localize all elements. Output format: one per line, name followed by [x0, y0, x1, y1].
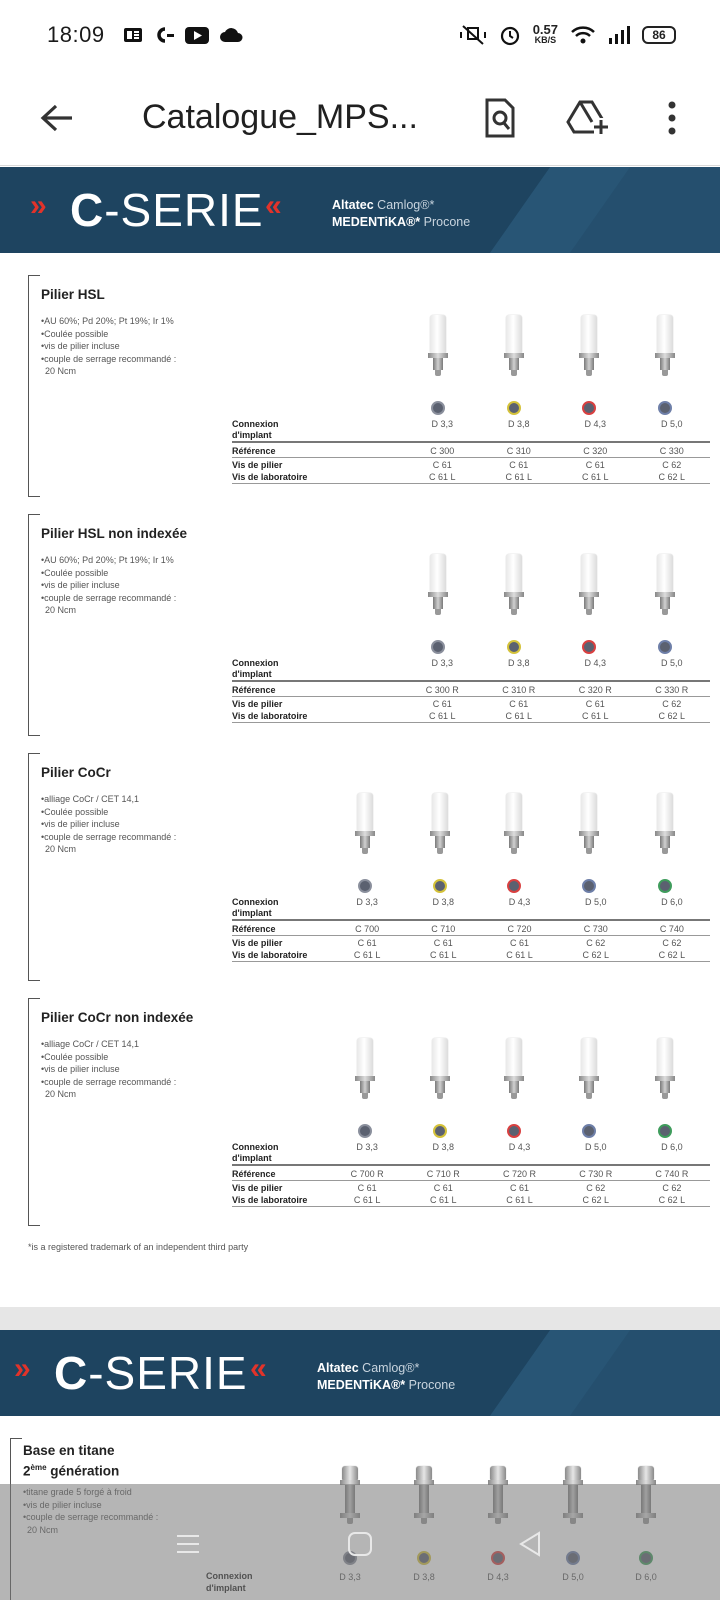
table-cell: C 710 R	[426, 1169, 460, 1179]
more-options-button[interactable]	[644, 90, 700, 146]
table-row: Vis de pilier C 61 C 61 C 61 C 62	[232, 697, 710, 710]
product-features	[41, 793, 176, 856]
connection-marker-icon	[582, 879, 596, 893]
connection-marker-icon	[658, 879, 672, 893]
cloud-icon	[219, 26, 243, 44]
table-cell: D 3,8	[507, 419, 530, 429]
back-triangle-icon	[517, 1530, 543, 1558]
feature-item: 20 Ncm	[45, 605, 77, 615]
connection-marker-icon	[582, 640, 596, 654]
table-row: Vis de laboratoire C 61 L C 61 L C 61 L C 62 L C 62 L	[232, 1194, 710, 1207]
abutment-image	[645, 554, 685, 615]
feature-item: • vis de pilier incluse	[41, 818, 176, 831]
table-cell: D 4,3	[584, 658, 606, 668]
abutment-image	[645, 793, 685, 854]
table-cell: C 61 L	[353, 950, 381, 960]
table-cell: C 730	[583, 924, 608, 934]
status-right	[459, 22, 676, 45]
connection-marker-icon	[507, 1124, 521, 1138]
table-cell: C 61 L	[581, 472, 609, 482]
table-row: Vis de laboratoire C 61 L C 61 L C 61 L C 62 L	[232, 710, 710, 723]
feature-item: • AU 60%; Pd 20%; Pt 19%; Ir 1%	[41, 315, 176, 328]
status-bar	[0, 0, 720, 70]
abutment-image	[569, 1038, 609, 1099]
app-bar	[0, 70, 720, 166]
table-cell: C 730 R	[579, 1169, 613, 1179]
abutment-image	[645, 315, 685, 376]
abutment-image	[345, 1038, 385, 1099]
table-row: Connexion d'implant D 3,3 D 3,8 D 4,3 D 5,0	[232, 417, 710, 443]
feature-item: • vis de pilier incluse	[41, 579, 176, 592]
table-cell: C 330	[659, 446, 684, 456]
connection-marker-icon	[433, 1124, 447, 1138]
table-cell: D 3,3	[356, 897, 378, 907]
table-cell: C 62	[662, 1183, 682, 1193]
abutment-image	[569, 315, 609, 376]
signal-icon	[608, 26, 630, 44]
table-cell: D 3,8	[432, 1142, 455, 1152]
find-in-document-button[interactable]	[472, 90, 528, 146]
table-cell: C 61 L	[506, 950, 533, 960]
table-cell: C 61 L	[506, 1195, 533, 1205]
back-arrow-icon	[40, 103, 74, 133]
table-cell: C 61 L	[428, 472, 456, 482]
alarm-icon	[499, 26, 521, 44]
table-cell: C 61	[433, 938, 453, 948]
table-cell: C 61 L	[505, 711, 533, 721]
battery-icon: 86	[642, 26, 676, 44]
feature-item: • couple de serrage recommandé :	[41, 1076, 176, 1089]
table-cell: D 3,3	[431, 658, 453, 668]
feature-item: • alliage CoCr / CET 14,1	[41, 1038, 176, 1051]
table-cell: C 300	[430, 446, 455, 456]
series-banner	[0, 167, 720, 253]
table-row: Vis de laboratoire C 61 L C 61 L C 61 L C 62 L C 62 L	[232, 949, 710, 962]
table-cell: C 62 L	[582, 1195, 609, 1205]
feature-item: • couple de serrage recommandé :	[41, 831, 176, 844]
connection-marker-icon	[358, 1124, 372, 1138]
feature-item: • Coulée possible	[41, 806, 176, 819]
table-cell: C 62 L	[658, 711, 686, 721]
product-name: Pilier CoCr	[41, 765, 111, 780]
table-cell: C 310	[506, 446, 531, 456]
feature-item: • AU 60%; Pd 20%; Pt 19%; Ir 1%	[41, 554, 176, 567]
connection-marker-icon	[358, 879, 372, 893]
table-cell: C 61	[433, 1183, 453, 1193]
banner-left-arrows-2: »	[14, 1352, 27, 1385]
c-app-icon	[153, 26, 175, 44]
feature-item: • alliage CoCr / CET 14,1	[41, 793, 176, 806]
banner-right-arrows-2: «	[250, 1352, 263, 1385]
table-row: Vis de pilier C 61 C 61 C 61 C 62	[232, 458, 710, 471]
table-cell: C 700	[355, 924, 380, 934]
abutment-image	[418, 315, 458, 376]
connection-marker-icon	[507, 401, 521, 415]
status-time: 18:09	[47, 22, 105, 47]
wifi-icon	[570, 26, 596, 44]
table-cell: D 5,0	[584, 897, 607, 907]
footnote: *is a registered trademark of an independent third party	[28, 1242, 249, 1252]
connection-marker-icon	[507, 640, 521, 654]
product-block	[28, 514, 714, 736]
table-cell: D 3,3	[431, 419, 453, 429]
banner-right-arrows: «	[265, 189, 278, 222]
product-name: Pilier HSL non indexée	[41, 526, 188, 541]
table-cell: C 740 R	[655, 1169, 689, 1179]
product-features	[41, 315, 176, 378]
table-cell: C 61	[509, 460, 529, 470]
product-name: Base en titane 2ème génération	[23, 1443, 120, 1479]
abutment-image	[494, 315, 534, 376]
table-cell: C 61	[510, 938, 530, 948]
series-banner-2	[0, 1330, 720, 1416]
table-cell: C 62 L	[658, 472, 686, 482]
table-row: Vis de laboratoire C 61 L C 61 L C 61 L C 62 L	[232, 471, 710, 484]
youtube-icon	[185, 26, 209, 44]
table-row: Connexion d'implant D 3,3 D 3,8 D 4,3 D 5,0 D 6,0	[232, 1140, 710, 1166]
table-cell: D 5,0	[660, 658, 683, 668]
table-cell: C 61 L	[428, 711, 456, 721]
table-cell: D 6,0	[661, 897, 683, 907]
table-cell: C 61	[585, 460, 605, 470]
table-cell: C 61	[357, 938, 377, 948]
product-block	[28, 998, 714, 1226]
table-row: Référence C 700 C 710 C 720 C 730 C 740	[232, 921, 710, 936]
feature-item: • Coulée possible	[41, 328, 176, 341]
spec-table	[232, 895, 710, 962]
spec-table	[232, 417, 710, 484]
table-cell: D 3,8	[507, 658, 530, 668]
table-cell: C 300 R	[425, 685, 459, 695]
connection-marker-icon	[507, 879, 521, 893]
table-cell: C 700 R	[350, 1169, 384, 1179]
back-button[interactable]	[27, 88, 87, 148]
back-nav-button[interactable]	[510, 1524, 550, 1564]
feature-item: • couple de serrage recommandé :	[41, 592, 176, 605]
spec-table	[232, 1140, 710, 1207]
table-cell: C 61	[432, 699, 452, 709]
table-cell: C 61	[432, 460, 452, 470]
feature-item: • vis de pilier incluse	[41, 340, 176, 353]
notification-icons	[123, 26, 243, 44]
product-name: Pilier CoCr non indexée	[41, 1010, 194, 1025]
product-name: Pilier HSL	[41, 287, 105, 302]
table-cell: C 62 L	[658, 950, 686, 960]
document-search-icon	[483, 98, 517, 138]
table-row: Référence C 700 R C 710 R C 720 R C 730 R C 740 R	[232, 1166, 710, 1181]
abutment-image	[418, 554, 458, 615]
table-cell: C 320	[583, 446, 608, 456]
table-cell: C 710	[431, 924, 456, 934]
abutment-image	[494, 1038, 534, 1099]
table-cell: D 3,8	[432, 897, 455, 907]
add-to-drive-button[interactable]	[560, 90, 616, 146]
table-cell: C 62	[586, 1183, 606, 1193]
feature-item: 20 Ncm	[45, 366, 77, 376]
table-cell: C 740	[659, 924, 684, 934]
table-cell: C 61	[585, 699, 605, 709]
table-cell: D 5,0	[660, 419, 683, 429]
product-block	[28, 275, 714, 497]
table-cell: D 4,3	[508, 897, 531, 907]
spec-table	[232, 656, 710, 723]
abutment-image	[569, 793, 609, 854]
product-features	[41, 1038, 176, 1101]
table-row: Connexion d'implant D 3,3 D 3,8 D 4,3 D 5,0 D 6,0	[232, 895, 710, 921]
banner-brands-2: Altatec Camlog®* MEDENTiKA®* Procone	[317, 1361, 456, 1392]
table-cell: C 330 R	[655, 685, 689, 695]
connection-marker-icon	[582, 401, 596, 415]
drive-add-icon	[566, 100, 610, 136]
feature-item: • Coulée possible	[41, 1051, 176, 1064]
table-cell: C 62 L	[658, 1195, 686, 1205]
net-speed: 0.57 KB/S	[532, 22, 558, 45]
table-cell: C 61 L	[581, 711, 609, 721]
connection-marker-icon	[658, 401, 672, 415]
table-cell: D 4,3	[508, 1142, 531, 1152]
banner-title-2: C-SERIE	[54, 1347, 248, 1399]
gallery-news-icon	[123, 26, 143, 44]
connection-marker-icon	[658, 640, 672, 654]
home-button[interactable]	[340, 1524, 380, 1564]
mute-vibrate-icon	[459, 26, 487, 44]
table-cell: C 62	[662, 460, 682, 470]
table-cell: C 720	[507, 924, 532, 934]
table-cell: C 62 L	[582, 950, 609, 960]
table-row: Connexion d'implant D 3,3 D 3,8 D 4,3 D 5,0	[232, 656, 710, 682]
table-cell: C 320 R	[578, 685, 612, 695]
document-title: Catalogue_MPS...	[142, 98, 418, 136]
table-cell: C 61	[509, 699, 529, 709]
table-cell: C 61 L	[353, 1195, 381, 1205]
pdf-viewer[interactable]	[0, 167, 720, 1600]
table-cell: C 62	[662, 699, 682, 709]
abutment-image	[494, 793, 534, 854]
recents-button[interactable]	[168, 1524, 208, 1564]
feature-item: 20 Ncm	[45, 844, 77, 854]
recents-icon	[175, 1532, 201, 1556]
table-cell: C 62	[662, 938, 682, 948]
abutment-image	[420, 793, 460, 854]
more-vert-icon	[667, 101, 677, 135]
abutment-image	[569, 554, 609, 615]
table-cell: D 5,0	[584, 1142, 607, 1152]
feature-item: • vis de pilier incluse	[41, 1063, 176, 1076]
abutment-image	[494, 554, 534, 615]
connection-marker-icon	[582, 1124, 596, 1138]
table-cell: C 61 L	[430, 950, 457, 960]
table-row: Vis de pilier C 61 C 61 C 61 C 62 C 62	[232, 1181, 710, 1194]
abutment-image	[420, 1038, 460, 1099]
abutment-image	[345, 793, 385, 854]
abutment-image	[645, 1038, 685, 1099]
navigation-bar	[0, 1484, 720, 1600]
banner-title: C-SERIE	[70, 184, 264, 236]
table-cell: C 61	[357, 1183, 377, 1193]
table-cell: D 3,3	[356, 1142, 378, 1152]
connection-marker-icon	[431, 640, 445, 654]
connection-marker-icon	[433, 879, 447, 893]
table-cell: C 61 L	[430, 1195, 457, 1205]
table-row: Référence C 300 R C 310 R C 320 R C 330 R	[232, 682, 710, 697]
table-cell: D 6,0	[661, 1142, 683, 1152]
product-block	[28, 753, 714, 981]
table-row: Vis de pilier C 61 C 61 C 61 C 62 C 62	[232, 936, 710, 949]
home-icon	[346, 1530, 374, 1558]
connection-marker-icon	[658, 1124, 672, 1138]
banner-left-arrows: »	[30, 189, 43, 222]
table-cell: C 310 R	[502, 685, 536, 695]
connection-marker-icon	[431, 401, 445, 415]
table-cell: C 720 R	[502, 1169, 537, 1179]
banner-brands: Altatec Camlog®* MEDENTiKA®* Procone	[332, 198, 471, 229]
table-cell: C 62	[586, 938, 606, 948]
feature-item: 20 Ncm	[45, 1089, 77, 1099]
table-row: Référence C 300 C 310 C 320 C 330	[232, 443, 710, 458]
table-cell: C 61	[510, 1183, 530, 1193]
table-cell: D 4,3	[584, 419, 606, 429]
feature-item: • couple de serrage recommandé :	[41, 353, 176, 366]
product-features	[41, 554, 176, 617]
pdf-page	[0, 167, 720, 1307]
feature-item: • Coulée possible	[41, 567, 176, 580]
table-cell: C 61 L	[505, 472, 533, 482]
